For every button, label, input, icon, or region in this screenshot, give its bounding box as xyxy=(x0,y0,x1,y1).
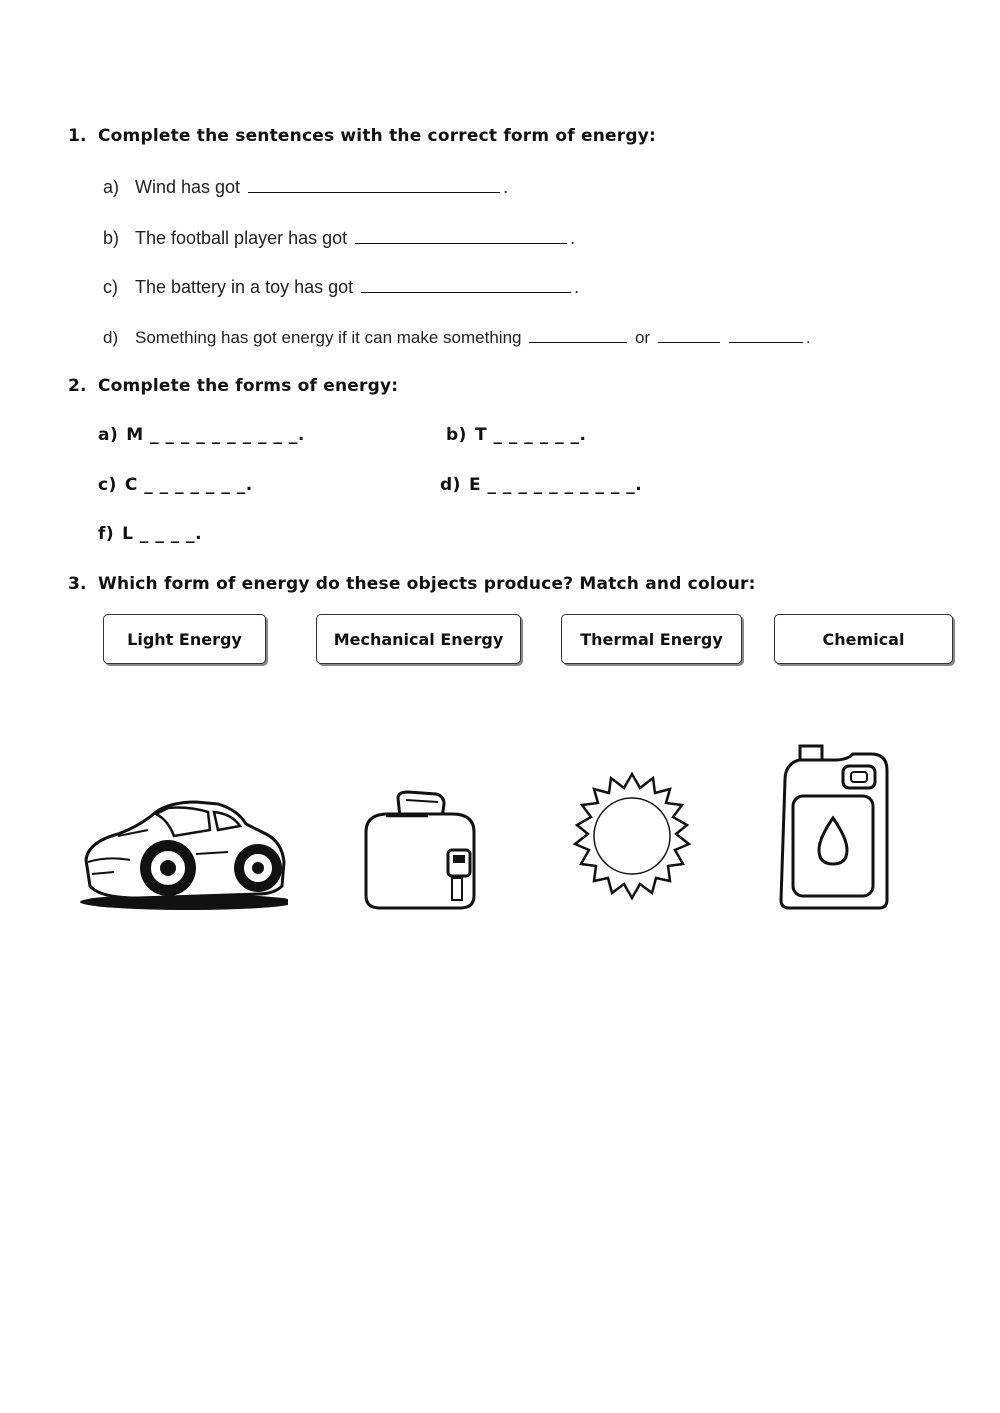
q2-item-d[interactable] xyxy=(440,475,642,495)
q1-item-d-end: . xyxy=(805,328,811,347)
q2-item-d-label: d) xyxy=(440,475,461,495)
q2-item-b[interactable] xyxy=(446,425,587,445)
q1-item-d-label: d) xyxy=(103,328,119,347)
option-thermal-energy[interactable]: Thermal Energy xyxy=(561,614,742,664)
car-icon[interactable] xyxy=(78,790,288,915)
q2-item-f[interactable] xyxy=(98,524,202,544)
q1-item-a-text: Wind has got xyxy=(135,177,241,197)
q2-item-f-label: f) xyxy=(98,524,115,544)
q1-item-c-label: c) xyxy=(103,277,118,297)
question-3-heading xyxy=(68,574,756,594)
q1-item-b-text: The football player has got xyxy=(135,228,348,248)
option-chemical[interactable]: Chemical xyxy=(774,614,953,664)
q2-item-c[interactable] xyxy=(98,475,253,495)
question-2-title: Complete the forms of energy: xyxy=(98,376,399,396)
question-3-title: Which form of energy do these objects produce? Match and colour: xyxy=(98,574,756,594)
q1-item-c-text: The battery in a toy has got xyxy=(135,277,354,297)
answer-blank-b[interactable] xyxy=(355,225,567,244)
q1-item-b-end: . xyxy=(570,228,576,248)
q1-item-c xyxy=(103,274,579,298)
answer-blank-d3[interactable] xyxy=(729,324,803,343)
option-mechanical-energy[interactable]: Mechanical Energy xyxy=(316,614,521,664)
q1-item-b xyxy=(103,225,575,249)
q1-item-a xyxy=(103,174,508,198)
q1-item-c-end: . xyxy=(574,277,580,297)
q2-item-f-text: L _ _ _ _. xyxy=(122,524,203,544)
q2-item-c-text: C _ _ _ _ _ _ _. xyxy=(124,475,253,495)
answer-blank-a[interactable] xyxy=(248,174,500,193)
q2-item-b-label: b) xyxy=(446,425,467,445)
toaster-icon[interactable] xyxy=(358,788,483,913)
question-1-number: 1. xyxy=(68,126,87,146)
q2-item-a-text: M _ _ _ _ _ _ _ _ _ _. xyxy=(126,425,305,445)
q1-item-d xyxy=(103,324,811,348)
q2-item-a-label: a) xyxy=(98,425,119,445)
question-3-number: 3. xyxy=(68,574,87,594)
option-light-energy[interactable]: Light Energy xyxy=(103,614,266,664)
question-1-heading xyxy=(68,126,656,146)
answer-blank-d2[interactable] xyxy=(658,324,720,343)
q2-item-c-label: c) xyxy=(98,475,117,495)
answer-blank-c[interactable] xyxy=(361,274,571,293)
q2-item-b-text: T _ _ _ _ _ _. xyxy=(474,425,587,445)
q1-item-d-or: or xyxy=(634,328,651,347)
q1-item-a-end: . xyxy=(503,177,509,197)
question-2-number: 2. xyxy=(68,376,87,396)
answer-blank-d1[interactable] xyxy=(529,324,627,343)
sun-icon[interactable] xyxy=(565,772,700,907)
q2-item-d-text: E _ _ _ _ _ _ _ _ _ _. xyxy=(468,475,643,495)
question-2-heading xyxy=(68,376,398,396)
q2-item-a[interactable] xyxy=(98,425,305,445)
fuel-can-icon[interactable] xyxy=(775,740,895,915)
question-1-title: Complete the sentences with the correct form of energy: xyxy=(98,126,657,146)
q1-item-b-label: b) xyxy=(103,228,120,248)
q1-item-a-label: a) xyxy=(103,177,120,197)
q1-item-d-text: Something has got energy if it can make something xyxy=(135,328,522,347)
